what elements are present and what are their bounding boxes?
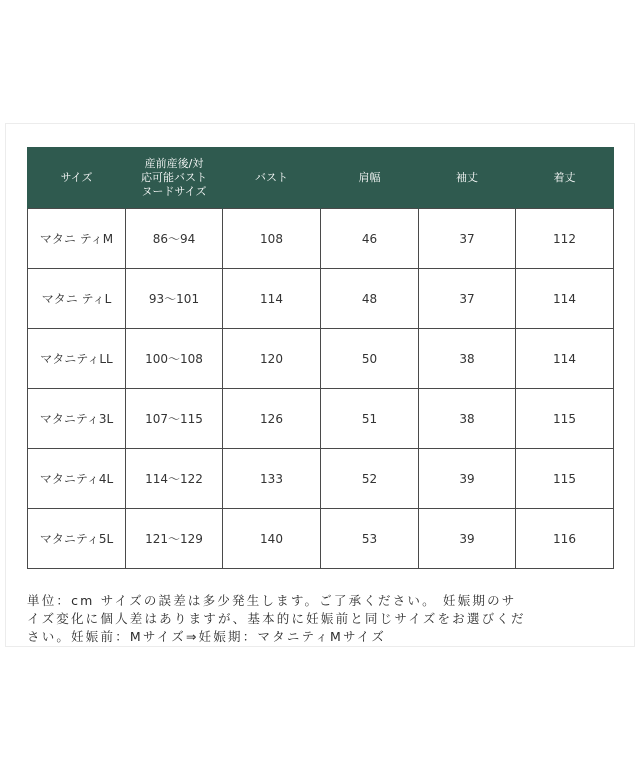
cell-shoulder: 46 <box>321 209 419 269</box>
cell-bust-nude: 107〜115 <box>126 389 223 449</box>
header-length: 着丈 <box>516 148 614 209</box>
cell-sleeve: 39 <box>419 449 516 509</box>
cell-bust-nude: 93〜101 <box>126 269 223 329</box>
header-shoulder: 肩幅 <box>321 148 419 209</box>
cell-bust: 126 <box>223 389 321 449</box>
size-note <box>27 592 617 646</box>
cell-shoulder: 51 <box>321 389 419 449</box>
header-sleeve: 袖丈 <box>419 148 516 209</box>
cell-shoulder: 48 <box>321 269 419 329</box>
cell-shoulder: 53 <box>321 509 419 569</box>
cell-sleeve: 37 <box>419 269 516 329</box>
cell-size: マタニティ3L <box>28 389 126 449</box>
table-row <box>28 269 614 329</box>
table-row <box>28 209 614 269</box>
cell-bust: 120 <box>223 329 321 389</box>
cell-length: 115 <box>516 449 614 509</box>
cell-sleeve: 39 <box>419 509 516 569</box>
cell-bust-nude: 114〜122 <box>126 449 223 509</box>
cell-bust: 114 <box>223 269 321 329</box>
cell-bust-nude: 100〜108 <box>126 329 223 389</box>
header-bust: バスト <box>223 148 321 209</box>
cell-bust-nude: 86〜94 <box>126 209 223 269</box>
note-line: イズ変化に個人差はありますが、基本的に妊娠前と同じサイズをお選びくだ <box>27 611 526 626</box>
cell-sleeve: 38 <box>419 329 516 389</box>
cell-bust: 133 <box>223 449 321 509</box>
cell-size: マタニ ティM <box>28 209 126 269</box>
cell-size: マタニティLL <box>28 329 126 389</box>
cell-length: 114 <box>516 269 614 329</box>
table-row <box>28 329 614 389</box>
cell-length: 112 <box>516 209 614 269</box>
cell-length: 114 <box>516 329 614 389</box>
cell-length: 115 <box>516 389 614 449</box>
cell-shoulder: 50 <box>321 329 419 389</box>
cell-size: マタニティ4L <box>28 449 126 509</box>
size-table <box>27 147 614 569</box>
header-bust-nude: 産前産後/対 応可能バスト ヌードサイズ <box>126 148 223 209</box>
cell-bust-nude: 121〜129 <box>126 509 223 569</box>
table-row <box>28 509 614 569</box>
table-row <box>28 389 614 449</box>
table-row <box>28 449 614 509</box>
cell-bust: 140 <box>223 509 321 569</box>
table-header-row <box>28 148 614 209</box>
note-line: 単位：cm サイズの誤差は多少発生します。ご了承ください。 妊娠期のサ <box>27 593 517 608</box>
cell-sleeve: 37 <box>419 209 516 269</box>
cell-bust: 108 <box>223 209 321 269</box>
note-line: さい。妊娠前：Mサイズ⇒妊娠期：マタニティMサイズ <box>27 629 387 644</box>
cell-size: マタニティ5L <box>28 509 126 569</box>
cell-shoulder: 52 <box>321 449 419 509</box>
cell-size: マタニ ティL <box>28 269 126 329</box>
header-size: サイズ <box>28 148 126 209</box>
cell-sleeve: 38 <box>419 389 516 449</box>
cell-length: 116 <box>516 509 614 569</box>
